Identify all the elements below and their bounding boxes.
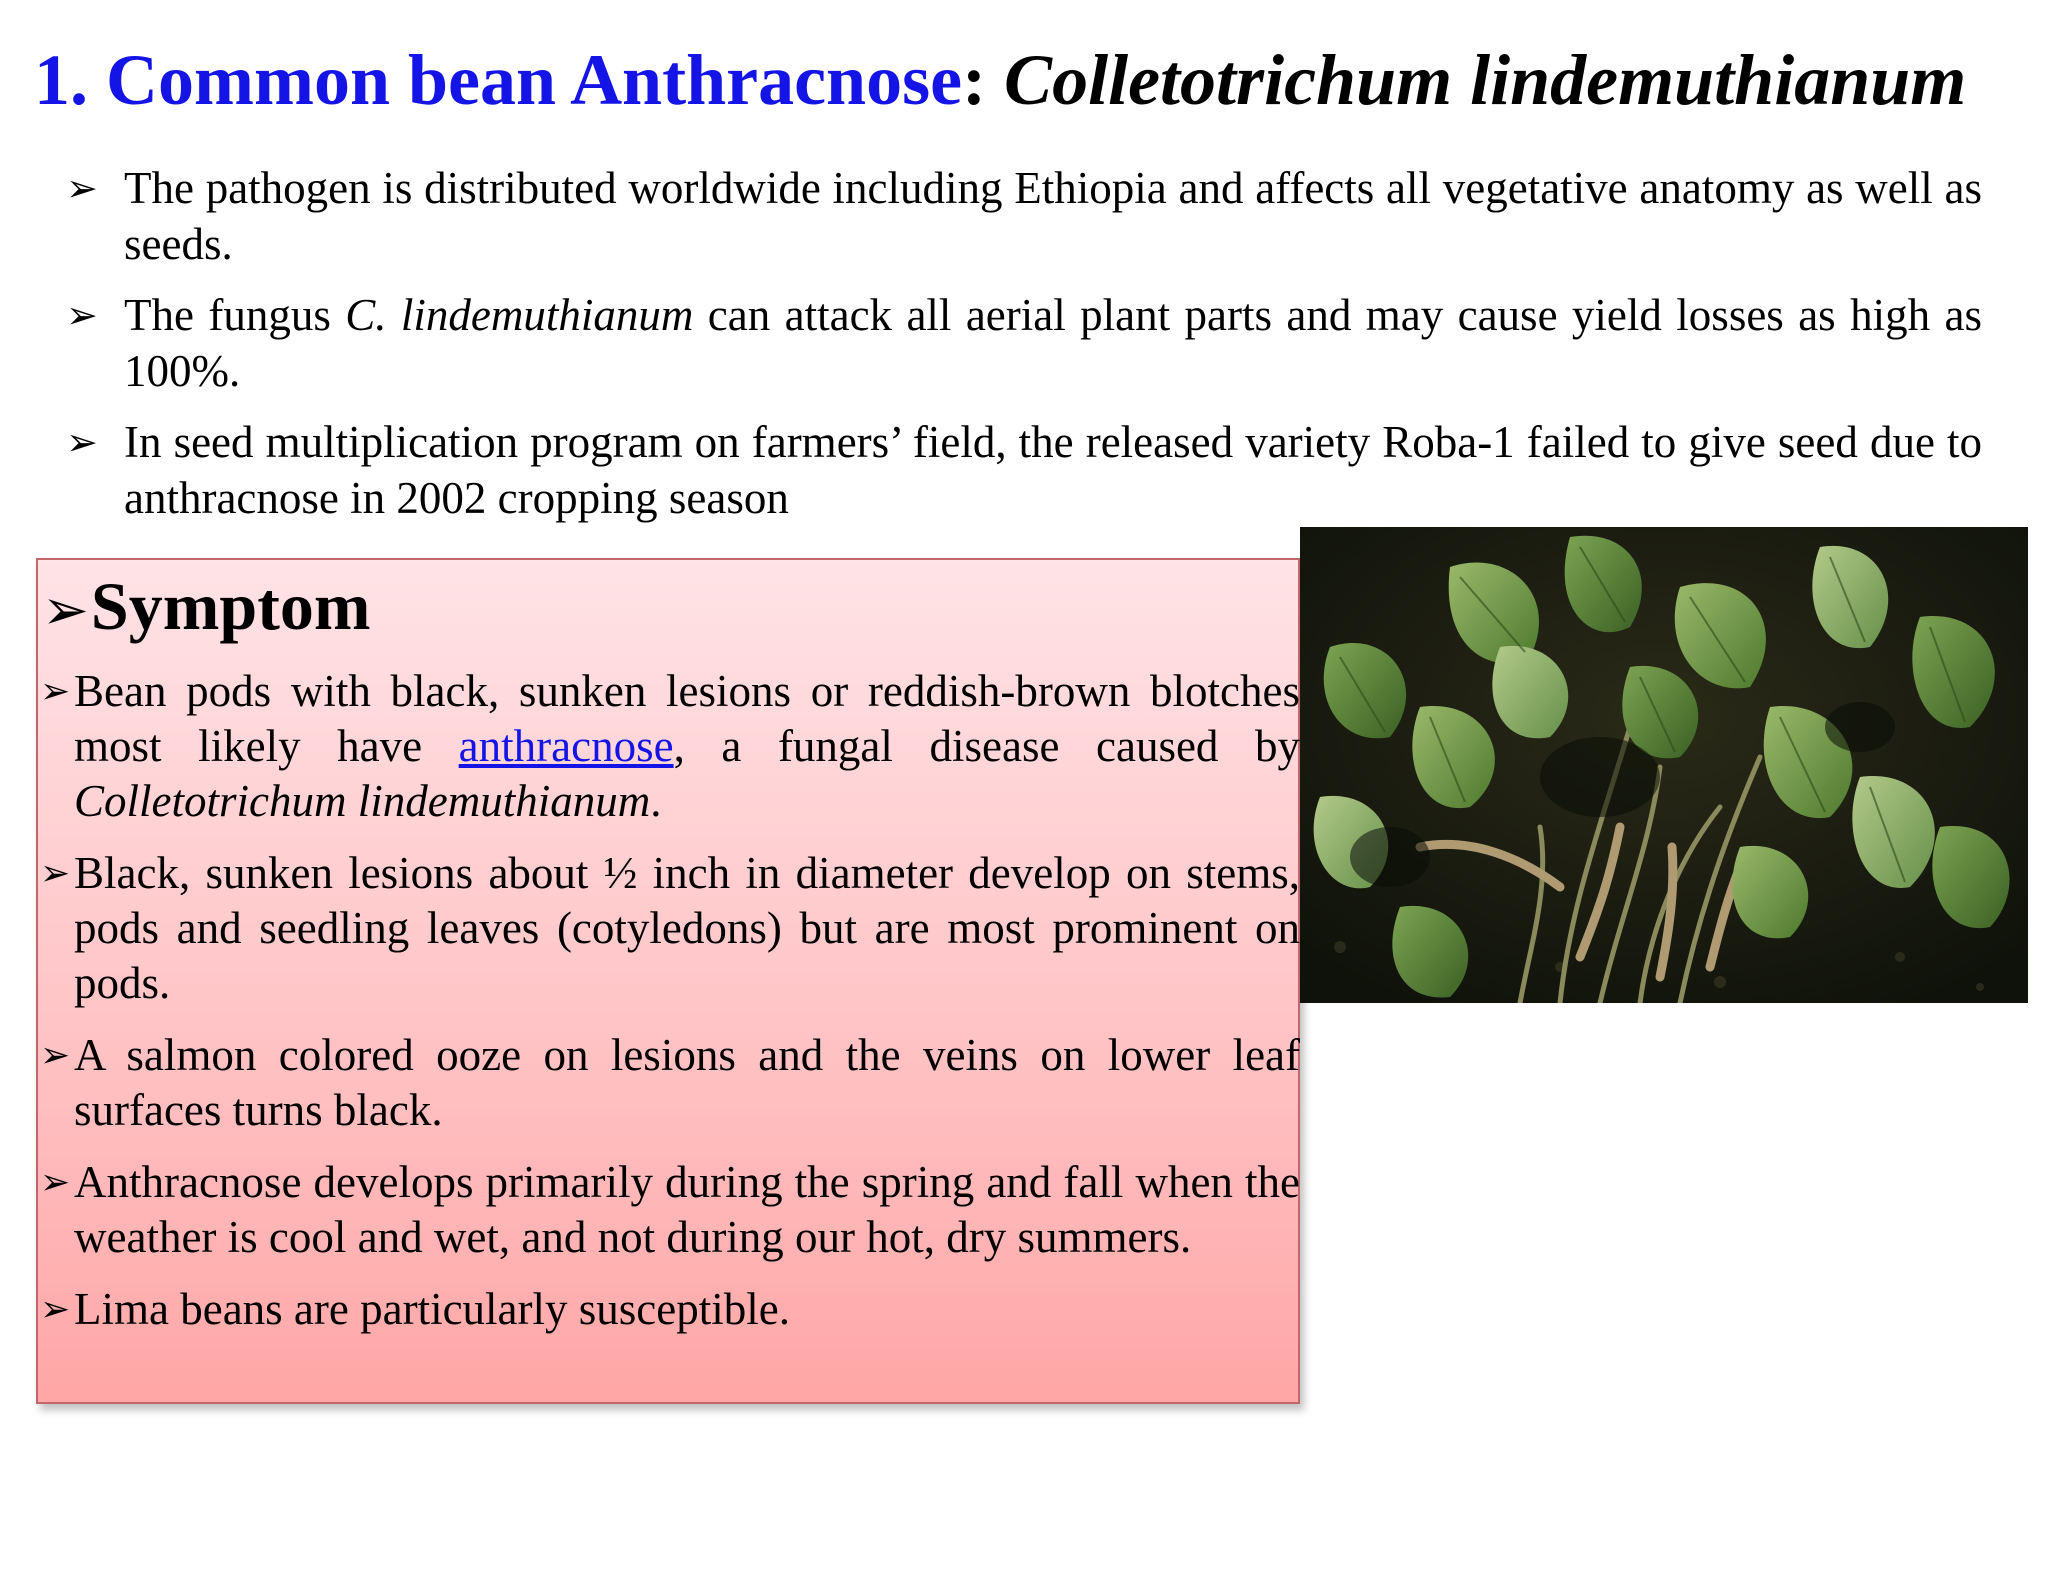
arrow-bullet-icon: ➢: [42, 578, 89, 643]
slide-title: [34, 38, 2024, 122]
intro-bullet-2-text-before: The fungus: [124, 290, 346, 340]
arrow-bullet-icon: ➢: [40, 1289, 71, 1330]
symptom-box: [36, 558, 1300, 1404]
symptom-bullet-2-text: Black, sunken lesions about ½ inch in diameter develop on stems, pods and seedling leaves (cotyledons) but are most prominent on pods.: [74, 848, 1300, 1008]
symptom-bullet-3: [38, 1028, 1300, 1138]
symptom-bullet-1-text-after: .: [650, 776, 662, 826]
title-number: 1.: [34, 40, 88, 120]
symptom-bullet-list: [38, 664, 1300, 1354]
intro-bullet-3-text: In seed multiplication program on farmers’ field, the released variety Roba-1 failed to give seed due to anthracnose in 2002 cropping season: [124, 417, 1982, 523]
symptom-bullet-1-text-before: Bean pods with black, sunken lesions or reddish-brown blotches most likely have: [74, 666, 1300, 771]
symptom-bullet-3-text: A salmon colored ooze on lesions and the veins on lower leaf surfaces turns black.: [74, 1030, 1300, 1135]
title-disease: Common bean Anthracnose: [106, 40, 963, 120]
intro-bullet-2-text-after: can attack all aerial plant parts and may cause yield losses as high as 100%.: [124, 290, 1982, 396]
arrow-bullet-icon: ➢: [66, 166, 98, 210]
arrow-bullet-icon: ➢: [66, 293, 98, 337]
arrow-bullet-icon: ➢: [40, 671, 71, 712]
intro-bullet-2: [60, 287, 1982, 399]
arrow-bullet-icon: ➢: [40, 1035, 71, 1076]
symptom-bullet-5: [38, 1282, 1300, 1337]
symptom-bullet-4-text: Anthracnose develops primarily during the spring and fall when the weather is cool and wet, and not during our hot, dry summers.: [74, 1157, 1300, 1262]
intro-bullet-list: [60, 160, 1982, 541]
symptom-heading: [42, 566, 371, 651]
symptom-heading-text: Symptom: [90, 568, 371, 644]
symptom-bullet-5-text: Lima beans are particularly susceptible.: [74, 1284, 790, 1334]
intro-bullet-1-text: The pathogen is distributed worldwide including Ethiopia and affects all vegetative anatomy as well as seeds.: [124, 163, 1982, 269]
intro-bullet-3: [60, 414, 1982, 526]
arrow-bullet-icon: ➢: [40, 853, 71, 894]
anthracnose-link[interactable]: anthracnose: [458, 721, 674, 771]
intro-bullet-2-italic: C. lindemuthianum: [345, 290, 694, 340]
arrow-bullet-icon: ➢: [40, 1162, 71, 1203]
symptom-bullet-4: [38, 1155, 1300, 1265]
bean-plants-photo: [1300, 527, 2028, 1003]
title-separator: :: [962, 40, 987, 120]
symptom-bullet-1-text-middle: , a fungal disease caused by: [673, 721, 1301, 771]
bean-plants-illustration: [1300, 527, 2028, 1003]
symptom-bullet-2: [38, 846, 1300, 1011]
symptom-bullet-1-italic: Colletotrichum lindemuthianum: [74, 776, 651, 826]
title-pathogen: Colletotrichum lindemuthianum: [1004, 40, 1967, 120]
symptom-bullet-1: [38, 664, 1300, 829]
intro-bullet-1: [60, 160, 1982, 272]
arrow-bullet-icon: ➢: [66, 420, 98, 464]
